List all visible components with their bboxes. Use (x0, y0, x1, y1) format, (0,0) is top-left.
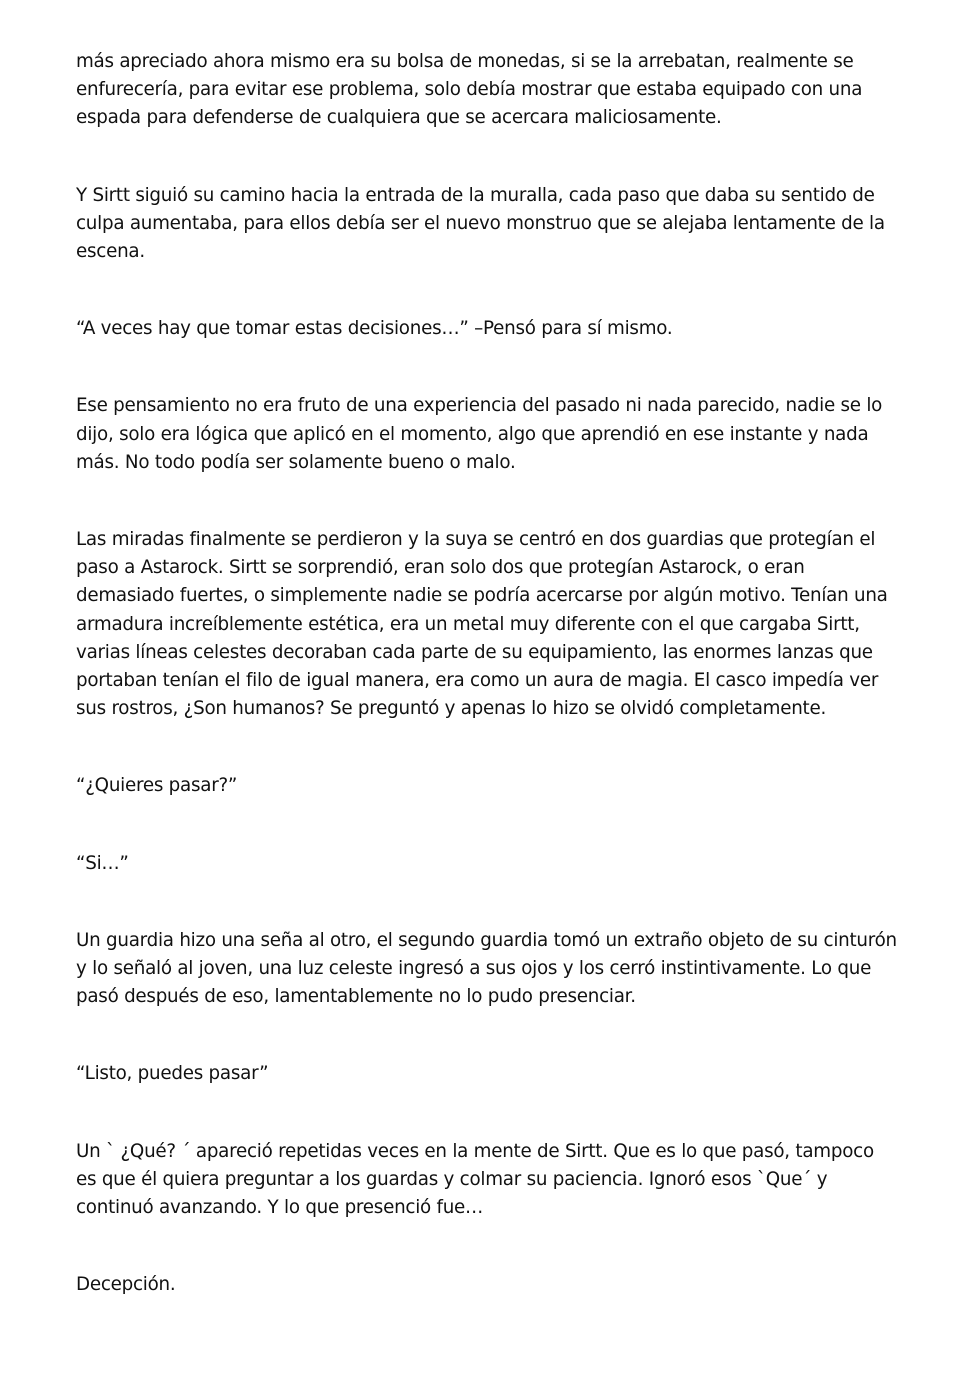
paragraph: “Si…” (76, 852, 129, 874)
paragraph: más apreciado ahora mismo era su bolsa de monedas, si se la arrebatan, realmente se enfurecería, para evitar ese problema, solo debía mostrar que estaba equipado con una espada para defenderse de cualquiera que se acercara maliciosamente. (76, 51, 863, 129)
paragraph: Las miradas finalmente se perdieron y la suya se centró en dos guardias que protegían el paso a Astarock. Sirtt se sorprendió, eran solo dos que protegían Astarock, o eran demasiado fuertes, o simplemente nadie se podría acercarse por algún motivo. Tenían una armadura increíblemente estética, era un metal muy diferente con el que cargaba Sirtt, varias líneas celestes decoraban cada parte de su equipamiento, las enormes lanzas que portaban tenían el filo de igual manera, era como un aura de magia. El casco impedía ver sus rostros, ¿Son humanos? Se preguntó y apenas lo hizo se olvidó completamente. (76, 529, 888, 720)
document-page (76, 48, 898, 1299)
paragraph: “¿Quieres pasar?” (76, 775, 238, 797)
paragraph: Ese pensamiento no era fruto de una experiencia del pasado ni nada parecido, nadie se lo dijo, solo era lógica que aplicó en el momento, algo que aprendió en ese instante y nada más. No todo podía ser solamente bueno o malo. (76, 395, 883, 473)
paragraph: Y Sirtt siguió su camino hacia la entrada de la muralla, cada paso que daba su sentido de culpa aumentaba, para ellos debía ser el nuevo monstruo que se alejaba lentamente de la escena. (76, 184, 885, 263)
paragraph: Decepción. (76, 1274, 176, 1296)
paragraph: Un ` ¿Qué? ´ apareció repetidas veces en la mente de Sirtt. Que es lo que pasó, tampoco es que él quiera preguntar a los guardas y colmar su paciencia. Ignoró esos `Que´ y continuó avanzando. Y lo que presenció fue… (76, 1140, 874, 1219)
paragraph: “A veces hay que tomar estas decisiones…” –Pensó para sí mismo. (76, 318, 673, 340)
paragraph: “Listo, puedes pasar” (76, 1063, 269, 1085)
paragraph: Un guardia hizo una seña al otro, el segundo guardia tomó un extraño objeto de su cinturón y lo señaló al joven, una luz celeste ingresó a sus ojos y los cerró instintivamente. Lo que pasó después de eso, lamentablemente no lo pudo presenciar. (76, 929, 897, 1008)
